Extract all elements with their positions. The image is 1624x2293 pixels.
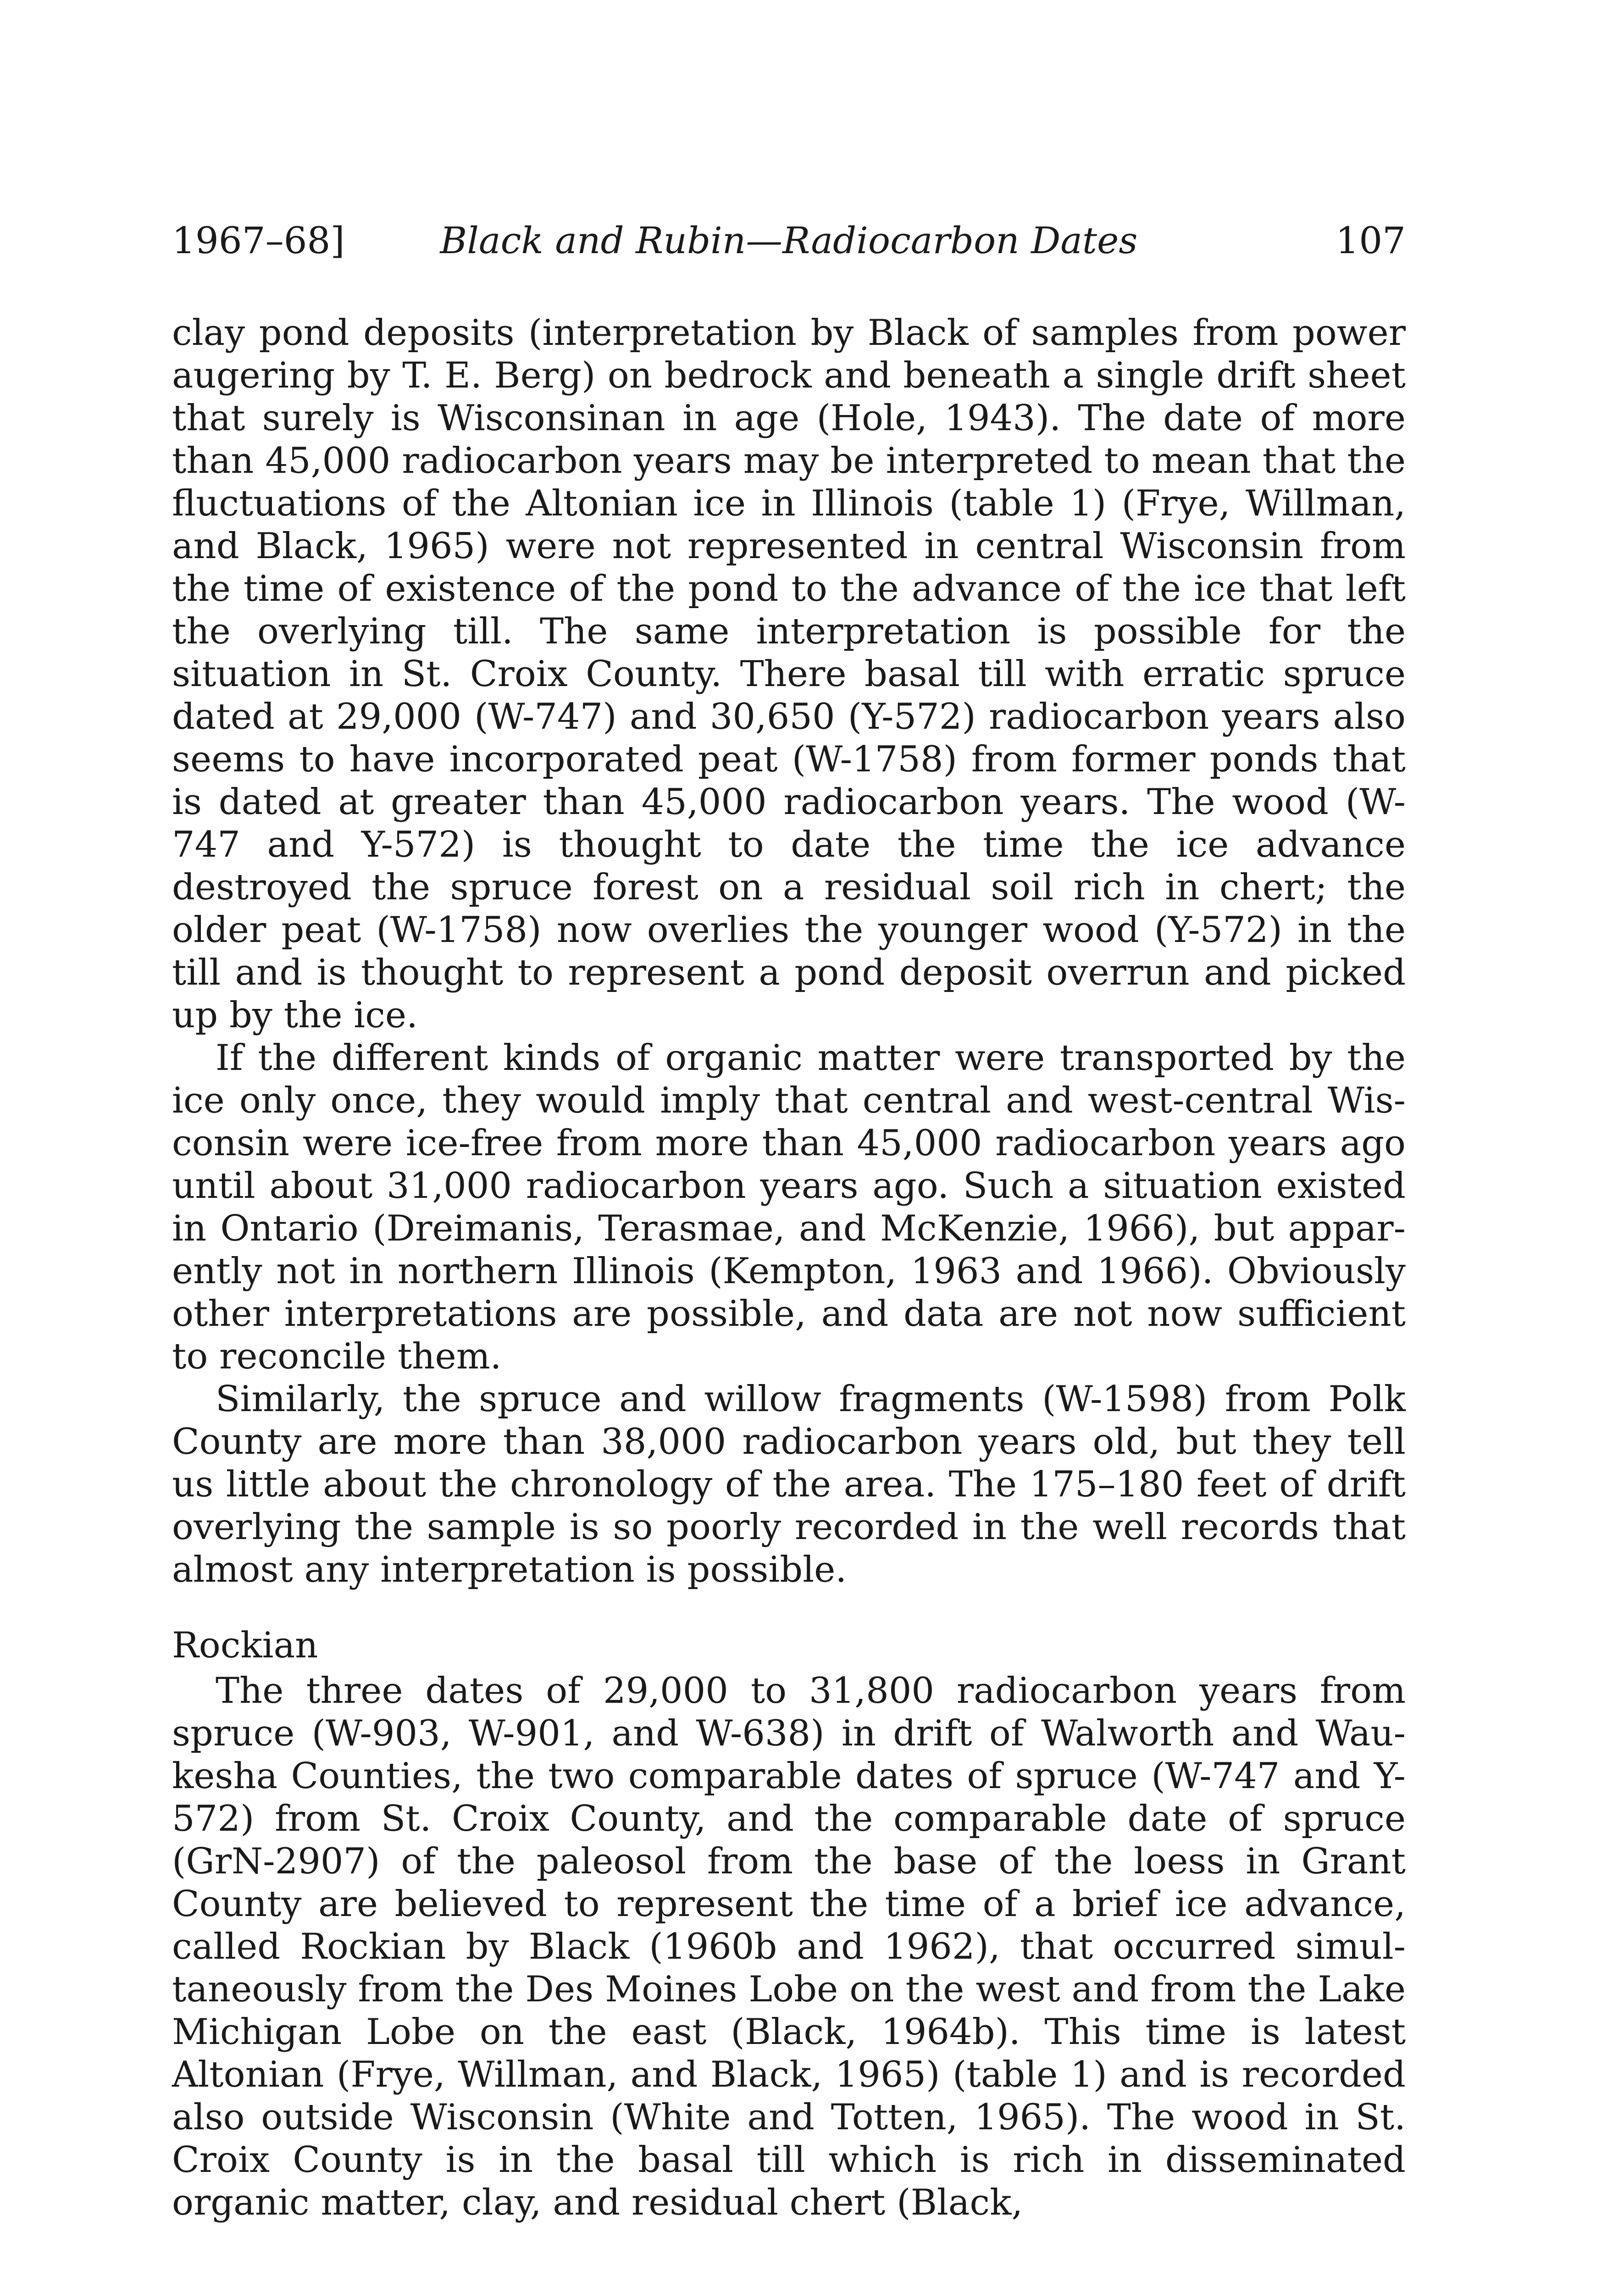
running-head	[172, 216, 1406, 266]
page	[172, 216, 1406, 2224]
paragraph: The three dates of 29,000 to 31,800 radiocarbon years from spruce (W-903, W-901, and W-638) in drift of Walworth and Waukesha Counties, the two comparable dates of spruce (W-747 and Y-572) from St. Croix County, and the comparable date of spruce (GrN-2907) of the paleosol from the base of the loess in Grant County are believed to represent the time of a brief ice advance, called Rockian by Black (1960b and 1962), that occurred simultaneously from the Des Moines Lobe on the west and from the Lake Michigan Lobe on the east (Black, 1964b). This time is latest Altonian (Frye, Willman, and Black, 1965) (table 1) and is recorded also outside Wisconsin (White and Totten, 1965). The wood in St. Croix County is in the basal till which is rich in disseminated organic matter, clay, and residual chert (Black,	[172, 1670, 1406, 2223]
section-heading-rockian: Rockian	[172, 1625, 318, 1666]
page-number: 107	[1336, 219, 1406, 262]
volume-years: 1967–68]	[172, 219, 345, 262]
paragraph: If the different kinds of organic matter were transported by the ice only once, they would imply that central and west-central Wisconsin were ice-free from more than 45,000 radiocarbon years ago until about 31,000 radiocarbon years ago. Such a situation existed in Ontario (Dreimanis, Terasmae, and McKenzie, 1966), but apparently not in northern Illinois (Kempton, 1963 and 1966). Obviously other interpretations are possible, and data are not now sufficient to reconcile them.	[172, 1037, 1406, 1377]
running-title: Black and Rubin—Radiocarbon Dates	[440, 219, 1138, 262]
paragraph: Similarly, the spruce and willow fragments (W-1598) from Polk County are more than 38,000 radiocarbon years old, but they tell us little about the chronology of the area. The 175–180 feet of drift overlying the sample is so poorly recorded in the well records that almost any interpretation is possible.	[172, 1379, 1406, 1590]
body-text	[172, 312, 1406, 2224]
paragraph-continued: clay pond deposits (interpretation by Black of samples from power augering by T. E. Berg) on bedrock and beneath a single drift sheet that surely is Wisconsinan in age (Hole, 1943). The date of more than 45,000 radiocarbon years may be interpreted to mean that the fluctuations of the Altonian ice in Illinois (table 1) (Frye, Willman, and Black, 1965) were not represented in central Wisconsin from the time of existence of the pond to the advance of the ice that left the overlying till. The same interpretation is possible for the situation in St. Croix County. There basal till with erratic spruce dated at 29,000 (W-747) and 30,650 (Y-572) radiocarbon years also seems to have incorporated peat (W-1758) from former ponds that is dated at greater than 45,000 radiocarbon years. The wood (W-747 and Y-572) is thought to date the time the ice advance destroyed the spruce forest on a residual soil rich in chert; the older peat (W-1758) now overlies the younger wood (Y-572) in the till and is thought to represent a pond deposit overrun and picked up by the ice.	[172, 312, 1406, 1036]
